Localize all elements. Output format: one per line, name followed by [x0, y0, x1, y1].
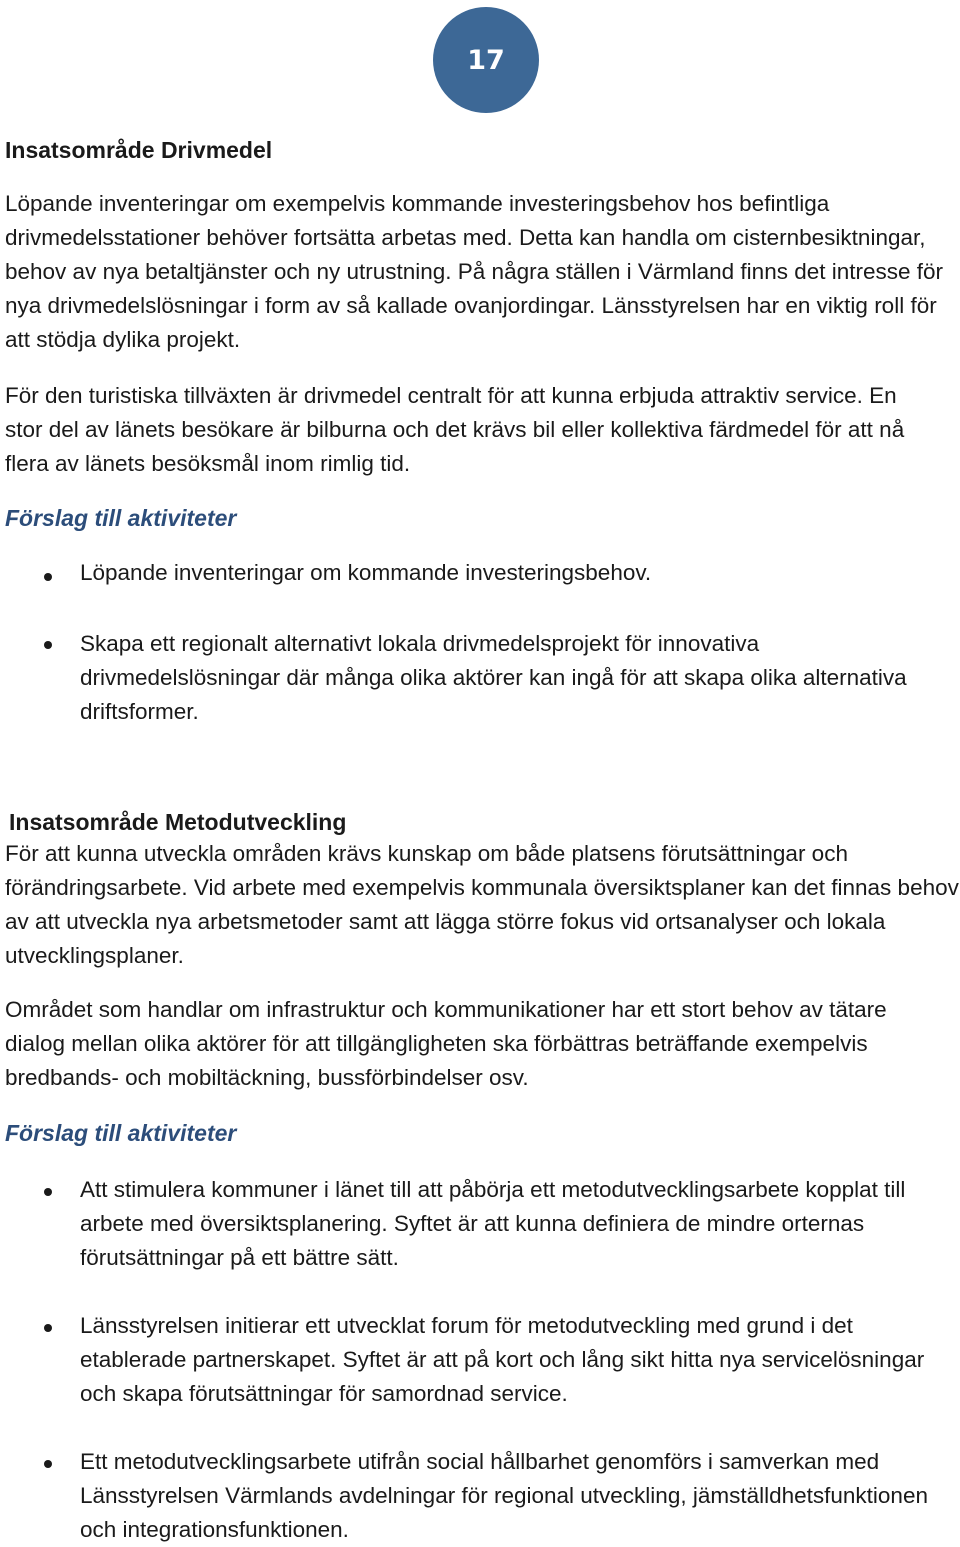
bullet-icon: [44, 641, 52, 649]
activities-heading: Förslag till aktiviteter: [5, 505, 237, 531]
page-number-badge: 17: [433, 7, 539, 113]
list-item-text: Löpande inventeringar om kommande investeringsbehov.: [80, 560, 652, 585]
list-item-text: Ett metodutvecklingsarbete utifrån social hållbarhet genomförs i samverkan med Länsstyrelsen Värmlands avdelningar för regional utveckling, jämställdhetsfunktionen och integrationsfunktionen.: [80, 1449, 928, 1542]
bullet-icon: [44, 1188, 52, 1196]
bullet-icon: [44, 573, 52, 581]
paragraph: För att kunna utveckla områden krävs kunskap om både platsens förutsättningar och förändringsarbete. Vid arbete med exempelvis kommunala översiktsplaner kan det finnas behov av att utveckla nya arbetsmetoder samt att lägga större fokus vid ortsanalyser och lokala utvecklingsplaner.: [5, 841, 959, 968]
list-item-text: Länsstyrelsen initierar ett utvecklat forum för metodutveckling med grund i det etablerade partnerskapet. Syftet är att på kort och lång sikt hitta nya servicelösningar och skapa förutsättningar för samordnad service.: [80, 1313, 925, 1406]
activities-heading: Förslag till aktiviteter: [5, 1120, 237, 1146]
section-heading-drivmedel: Insatsområde Drivmedel: [5, 137, 273, 163]
list-item-text: Att stimulera kommuner i länet till att påbörja ett metodutvecklingsarbete kopplat till arbete med översiktsplanering. Syftet är att kunna definiera de mindre orternas förutsättningar på ett bättre sätt.: [80, 1177, 906, 1270]
list-item-text: Skapa ett regionalt alternativt lokala drivmedelsprojekt för innovativa drivmedelslösningar där många olika aktörer kan ingå för att skapa olika alternativa driftsformer.: [80, 631, 907, 724]
paragraph: För den turistiska tillväxten är drivmedel centralt för att kunna erbjuda attraktiv service. En stor del av länets besökare är bilburna och det krävs bil eller kollektiva färdmedel för att nå flera av länets besöksmål inom rimlig tid.: [5, 383, 905, 476]
paragraph: Löpande inventeringar om exempelvis kommande investeringsbehov hos befintliga drivmedelsstationer behöver fortsätta arbetas med. Detta kan handla om cisternbesiktningar, behov av nya betaltjänster och ny utrustning. På några ställen i Värmland finns det intresse för nya drivmedelslösningar i form av så kallade ovanjordingar. Länsstyrelsen har en viktig roll för att stödja dylika projekt.: [5, 191, 944, 352]
bullet-icon: [44, 1324, 52, 1332]
bullet-icon: [44, 1460, 52, 1468]
section-heading-metodutveckling: Insatsområde Metodutveckling: [9, 809, 347, 835]
paragraph: Området som handlar om infrastruktur och kommunikationer har ett stort behov av tätare dialog mellan olika aktörer för att tillgängligheten ska förbättras beträffande exempelvis bredbands- och mobiltäckning, bussförbindelser osv.: [5, 997, 887, 1090]
